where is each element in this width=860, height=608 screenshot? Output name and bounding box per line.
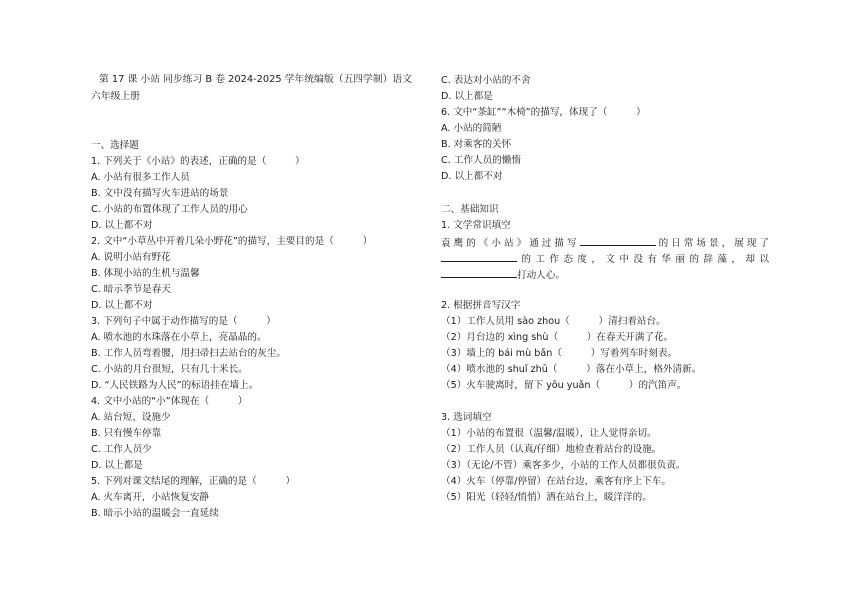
fill-in-line-3 bbox=[441, 268, 565, 282]
text-line: C. 小站的布置体现了工作人员的用心 bbox=[91, 204, 248, 215]
answer-blank[interactable] bbox=[580, 236, 656, 246]
page-title: 第 17 课 小站 同步练习 B 卷 2024-2025 学年统编版（五四学制）语文 bbox=[99, 74, 413, 85]
text-line: 4. 文中小站的“小”体现在（ ） bbox=[91, 396, 248, 407]
answer-blank[interactable] bbox=[441, 252, 517, 262]
text-line: A. 站台短、设施少 bbox=[91, 412, 171, 423]
text-line: A. 小站有很多工作人员 bbox=[91, 172, 190, 183]
text-line: B. 暗示小站的温暖会一直延续 bbox=[91, 508, 219, 519]
text-line: C. 小站的月台很短，只有几十米长。 bbox=[91, 364, 248, 375]
fill-in-text: 的工作态度，文中没有华丽的辞藻，却以 bbox=[517, 254, 769, 265]
text-line: 1. 文学常识填空 bbox=[441, 220, 511, 231]
text-line: A. 喷水池的水珠落在小草上，亮晶晶的。 bbox=[91, 332, 267, 343]
text-line: （1）小站的布置很（温馨/温暖），让人觉得亲切。 bbox=[441, 428, 657, 439]
text-line: D. 以上都是 bbox=[441, 91, 493, 102]
text-line: A. 火车离开，小站恢复安静 bbox=[91, 492, 210, 503]
text-line: （5）火车驶离时，留下 yōu yuǎn（ ）的汽笛声。 bbox=[441, 380, 687, 391]
text-line: （3）墙上的 bái mù bǎn（ ）写着列车时刻表。 bbox=[441, 348, 678, 359]
text-line: 2. 根据拼音写汉字 bbox=[441, 300, 521, 311]
text-line: （1）工作人员用 sào zhou（ ）清扫着站台。 bbox=[441, 316, 666, 327]
text-line: B. 对乘客的关怀 bbox=[441, 139, 512, 150]
text-line: B. 工作人员弯着腰，用扫帚扫去站台的灰尘。 bbox=[91, 348, 286, 359]
text-line: C. 工作人员的懒惰 bbox=[441, 155, 521, 166]
text-line: C. 暗示季节是春天 bbox=[91, 284, 171, 295]
text-line: B. 文中没有描写火车进站的场景 bbox=[91, 188, 229, 199]
answer-blank[interactable] bbox=[441, 268, 517, 278]
text-line: （5）阳光（轻轻/悄悄）洒在站台上，暖洋洋的。 bbox=[441, 492, 652, 503]
text-line: 3. 下列句子中属于动作描写的是（ ） bbox=[91, 316, 276, 327]
text-line: D. 以上都不对 bbox=[91, 300, 153, 311]
text-line: B. 体现小站的生机与温馨 bbox=[91, 268, 200, 279]
text-line: （2）工作人员（认真/仔细）地检查着站台的设施。 bbox=[441, 444, 662, 455]
text-line: D. 以上都不对 bbox=[441, 171, 503, 182]
text-line: （4）火车（停靠/停留）在站台边，乘客有序上下车。 bbox=[441, 476, 671, 487]
text-line: D. “人民铁路为人民”的标语挂在墙上。 bbox=[91, 380, 259, 391]
text-line: 1. 下列关于《小站》的表述，正确的是（ ） bbox=[91, 156, 305, 167]
fill-in-line-2 bbox=[441, 252, 769, 266]
page-title: 六年级上册 bbox=[91, 91, 140, 102]
text-line: A. 说明小站有野花 bbox=[91, 252, 171, 263]
text-line: C. 工作人员少 bbox=[91, 444, 152, 455]
text-line: （2）月台边的 xìng shù（ ）在春天开满了花。 bbox=[441, 332, 674, 343]
fill-in-text: 的日常场景，展现了 bbox=[655, 238, 770, 249]
text-line: B. 只有慢车停靠 bbox=[91, 428, 162, 439]
text-line: 6. 文中“茶缸”“木椅”的描写，体现了（ ） bbox=[441, 107, 646, 118]
fill-in-text: 打动人心。 bbox=[517, 270, 565, 281]
text-line: 一、选择题 bbox=[91, 140, 139, 151]
text-line: 5. 下列对课文结尾的理解，正确的是（ ） bbox=[91, 476, 296, 487]
text-line: D. 以上都不对 bbox=[91, 220, 153, 231]
text-line: （3）（无论/不管）乘客多少，小站的工作人员都很负责。 bbox=[441, 460, 686, 471]
text-line: A. 小站的简陋 bbox=[441, 123, 502, 134]
text-line: C. 表达对小站的不舍 bbox=[441, 75, 531, 86]
text-line: D. 以上都是 bbox=[91, 460, 143, 471]
text-line: 二、基础知识 bbox=[441, 204, 499, 215]
text-line: 2. 文中“小草丛中开着几朵小野花”的描写，主要目的是（ ） bbox=[91, 236, 373, 247]
text-line: 3. 选词填空 bbox=[441, 412, 492, 423]
text-line: （4）喷水池的 shuǐ zhū（ ）落在小草上，格外清新。 bbox=[441, 364, 702, 375]
fill-in-line-1 bbox=[441, 236, 769, 250]
fill-in-text: 袁鹰的《小站》通过描写 bbox=[441, 238, 580, 249]
